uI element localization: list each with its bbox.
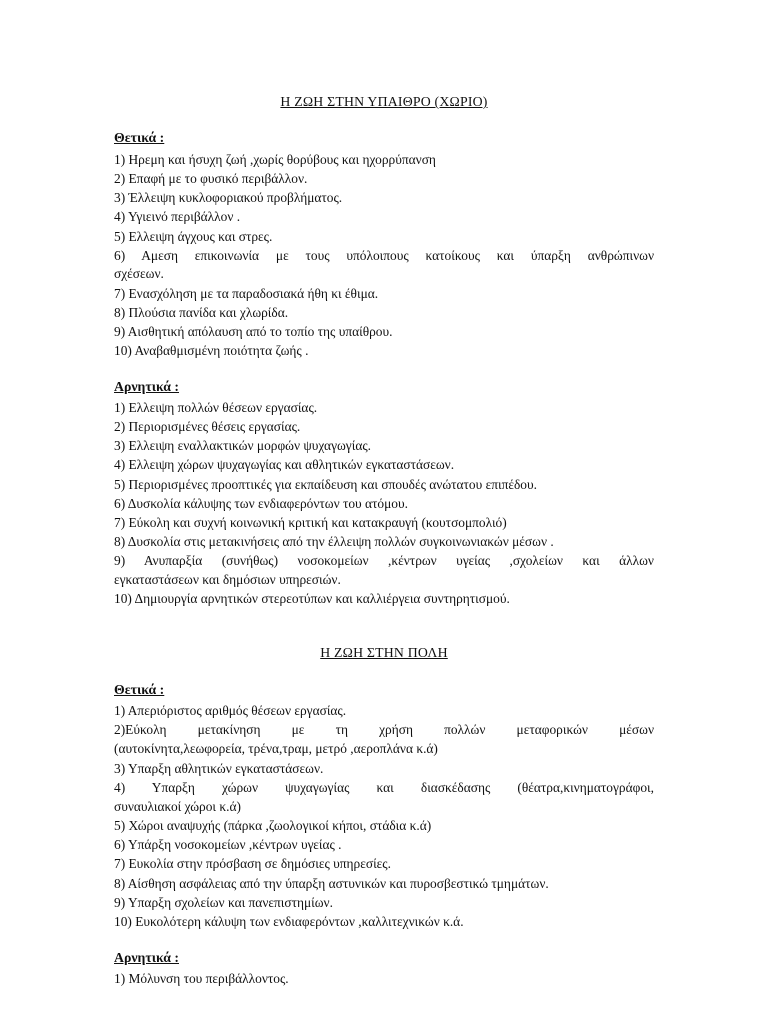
list-item: 4) Υπαρξη χώρων ψυχαγωγίας και διασκέδασης (θέατρα,κινηματογράφοι, xyxy=(114,780,654,795)
positive-heading: Θετικά : xyxy=(114,130,165,145)
list-item-continuation: σχέσεων. xyxy=(114,266,164,281)
list-item: 1) Ηρεμη και ήσυχη ζωή ,χωρίς θορύβους και ηχορρύπανση xyxy=(114,152,436,167)
list-item: 1) Απεριόριστος αριθμός θέσεων εργασίας. xyxy=(114,703,347,718)
list-item: 4) Ελλειψη χώρων ψυχαγωγίας και αθλητικών εγκαταστάσεων. xyxy=(114,457,455,472)
list-item: 6) Υπάρξη νοσοκομείων ,κέντρων υγείας . xyxy=(114,837,342,852)
list-item: 6) Αμεση επικοινωνία με τους υπόλοιπους κατοίκους και ύπαρξη ανθρώπινων xyxy=(114,248,654,263)
list-item: 6) Δυσκολία κάλυψης των ενδιαφερόντων του ατόμου. xyxy=(114,496,408,511)
list-item: 1) Ελλειψη πολλών θέσεων εργασίας. xyxy=(114,400,318,415)
list-item: 9) Αισθητική απόλαυση από το τοπίο της υπαίθρου. xyxy=(114,324,393,339)
list-item-continuation: συναυλιακοί χώροι κ.ά) xyxy=(114,799,241,814)
list-item: 3) Έλλειψη κυκλοφοριακού προβλήματος. xyxy=(114,190,343,205)
section-title-city: Η ΖΩΗ ΣΤΗΝ ΠΟΛΗ xyxy=(320,645,448,660)
list-item: 9) Υπαρξη σχολείων και πανεπιστημίων. xyxy=(114,895,333,910)
list-item: 9) Ανυπαρξία (συνήθως) νοσοκομείων ,κέντρων υγείας ,σχολείων και άλλων xyxy=(114,553,654,568)
list-item: 7) Εύκολη και συχνή κοινωνική κριτική και κατακραυγή (κουτσομπολιό) xyxy=(114,515,507,530)
positive-heading: Θετικά : xyxy=(114,682,165,697)
list-item: 8) Πλούσια πανίδα και χλωρίδα. xyxy=(114,305,289,320)
list-item-continuation: (αυτοκίνητα,λεωφορεία, τρένα,τραμ, μετρό ,αεροπλάνα κ.ά) xyxy=(114,741,438,756)
list-item: 5) Ελλειψη άγχους και στρες. xyxy=(114,229,273,244)
list-item: 7) Ευκολία στην πρόσβαση σε δημόσιες υπηρεσίες. xyxy=(114,856,391,871)
section-title-countryside: Η ΖΩΗ ΣΤΗΝ ΥΠΑΙΘΡΟ (ΧΩΡΙΟ) xyxy=(280,94,488,109)
list-item: 4) Υγιεινό περιβάλλον . xyxy=(114,209,241,224)
list-item-continuation: εγκαταστάσεων και δημόσιων υπηρεσιών. xyxy=(114,572,341,587)
list-item: 5) Χώροι αναψυχής (πάρκα ,ζωολογικοί κήποι, στάδια κ.ά) xyxy=(114,818,432,833)
list-item: 2) Επαφή με το φυσικό περιβάλλον. xyxy=(114,171,308,186)
list-item: 2)Εύκολη μετακίνηση με τη χρήση πολλών μεταφορικών μέσων xyxy=(114,722,654,737)
list-item: 1) Μόλυνση του περιβάλλοντος. xyxy=(114,971,289,986)
negative-heading: Αρνητικά : xyxy=(114,950,179,965)
negative-heading: Αρνητικά : xyxy=(114,379,179,394)
list-item: 3) Υπαρξη αθλητικών εγκαταστάσεων. xyxy=(114,761,324,776)
list-item: 10) Αναβαθμισμένη ποιότητα ζωής . xyxy=(114,343,309,358)
list-item: 8) Δυσκολία στις μετακινήσεις από την έλλειψη πολλών συγκοινωνιακών μέσων . xyxy=(114,534,554,549)
list-item: 10) Δημιουργία αρνητικών στερεοτύπων και καλλιέργεια συντηρητισμού. xyxy=(114,591,510,606)
list-item: 10) Ευκολότερη κάλυψη των ενδιαφερόντων ,καλλιτεχνικών κ.ά. xyxy=(114,914,464,929)
list-item: 2) Περιορισμένες θέσεις εργασίας. xyxy=(114,419,301,434)
list-item: 5) Περιορισμένες προοπτικές για εκπαίδευση και σπουδές ανώτατου επιπέδου. xyxy=(114,477,537,492)
list-item: 8) Αίσθηση ασφάλειας από την ύπαρξη αστυνικών και πυροσβεστικώ τμημάτων. xyxy=(114,876,549,891)
list-item: 3) Ελλειψη εναλλακτικών μορφών ψυχαγωγίας. xyxy=(114,438,371,453)
list-item: 7) Ενασχόληση με τα παραδοσιακά ήθη κι έθιμα. xyxy=(114,286,379,301)
